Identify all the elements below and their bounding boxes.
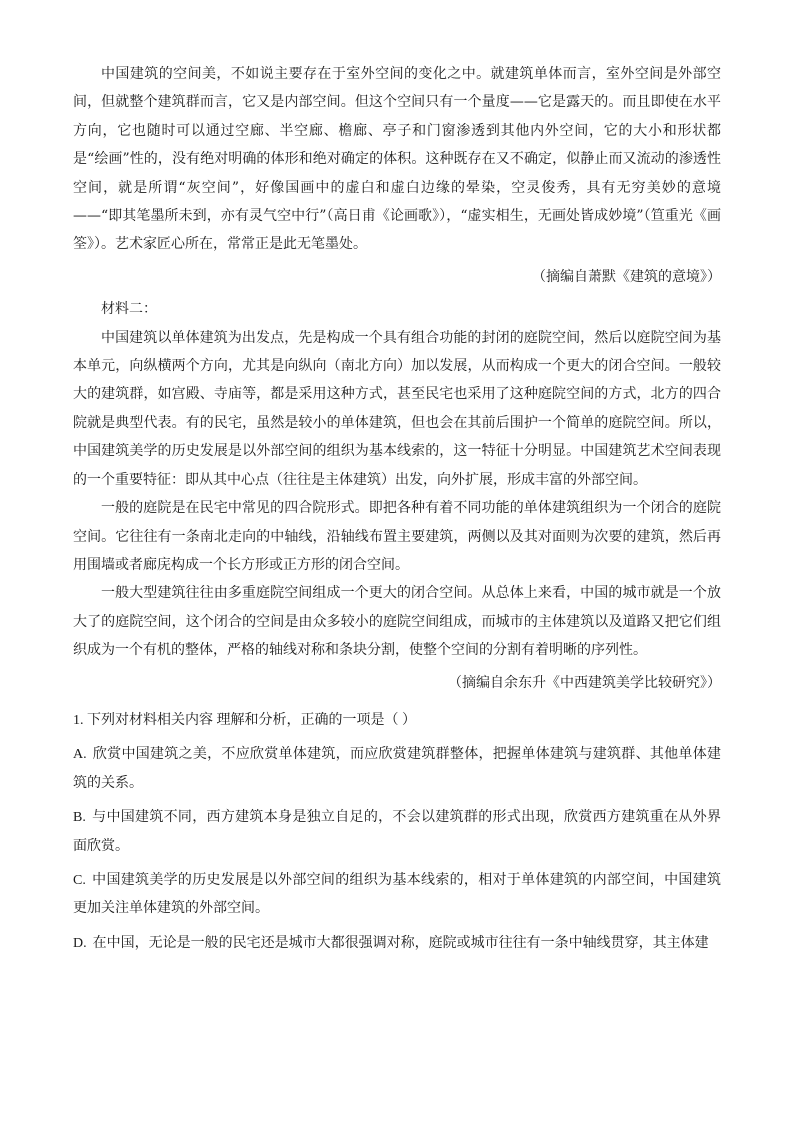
option-letter: D. (73, 935, 87, 951)
question-1-option-d (73, 930, 721, 958)
document-page (73, 60, 721, 958)
option-text: 中国建筑美学的历史发展是以外部空间的组织为基本线索的，相对于单体建筑的内部空间，中国建筑更加关注单体建筑的外部空间。 (73, 872, 721, 917)
material-one-excerpt (73, 60, 721, 291)
option-letter: C. (73, 872, 86, 888)
option-text: 与中国建筑不同，西方建筑本身是独立自足的，不会以建筑群的形式出现，欣赏西方建筑重在从外界面欣赏。 (73, 810, 721, 854)
question-1-option-a (73, 741, 721, 798)
material-two-paragraph-2: 一般的庭院是在民宅中常见的四合院形式。即把各种有着不同功能的单体建筑组织为一个闭合的庭院空间。它往往有一条南北走向的中轴线，沿轴线布置主要建筑，两侧以及其对面则为次要的建筑，然后再用围墙或者廊庑构成一个长方形或正方形的闭合空间。 (73, 500, 721, 573)
question-1-stem: 1. 下列对材料相关内容 理解和分析，正确的一项是（ ） (73, 712, 416, 728)
option-text: 在中国，无论是一般的民宅还是城市大都很强调对称，庭院或城市往往有一条中轴线贯穿，其主体建 (92, 935, 709, 951)
option-letter: B. (73, 810, 86, 826)
option-text: 欣赏中国建筑之美，不应欣赏单体建筑，而应欣赏建筑群整体，把握单体建筑与建筑群、其他单体建筑的关系。 (73, 747, 721, 791)
question-1-option-c (73, 867, 721, 924)
question-1 (73, 707, 721, 958)
material-two-paragraph-3: 一般大型建筑往往由多重庭院空间组成一个更大的闭合空间。从总体上来看，中国的城市就是一个放大了的庭院空间，这个闭合的空间是由众多较小的庭院空间组成，而城市的主体建筑以及道路又把它们组织成为一个有机的整体，严格的轴线对称和条块分割，使整个空间的分割有着明晰的序列性。 (73, 585, 721, 659)
option-letter: A. (73, 747, 87, 763)
material-two-source: （摘编自余东升《中西建筑美学比较研究》） (448, 674, 721, 691)
material-two-paragraph-1: 中国建筑以单体建筑为出发点，先是构成一个具有组合功能的封闭的庭院空间，然后以庭院空间为基本单元，向纵横两个方向，尤其是向纵向（南北方向）加以发展，从而构成一个更大的闭合空间。一般较大的建筑群，如宫殿、寺庙等，都是采用这种方式，甚至民宅也采用了这种庭院空间的方式，北方的四合院就是典型代表。有的民宅，虽然是较小的单体建筑，但也会在其前后围护一个简单的庭院空间。所以，中国建筑美学的历史发展是以外部空间的组织为基本线索的，这一特征十分明显。中国建筑艺术空间表现的一个重要特征：即从其中心点（往往是主体建筑）出发，向外扩展，形成丰富的外部空间。 (73, 329, 721, 488)
material-one-paragraph: 中国建筑的空间美，不如说主要存在于室外空间的变化之中。就建筑单体而言，室外空间是外部空间，但就整个建筑群而言，它又是内部空间。但这个空间只有一个量度——它是露天的。而且即使在水平方向，它也随时可以通过空廊、半空廊、檐廊、亭子和门窗渗透到其他内外空间，它的大小和形状都是“绘画”性的，没有绝对明确的体形和绝对确定的体积。这种既存在又不确定，似静止而又流动的渗透性空间，就是所谓“灰空间”，好像国画中的虚白和虚白边缘的晕染，空灵俊秀，具有无穷美妙的意境——“即其笔墨所未到，亦有灵气空中行”（高日甫《论画歌》），“虚实相生，无画处皆成妙境”（笪重光《画筌》）。艺术家匠心所在，常常正是此无笔墨处。 (73, 66, 721, 253)
material-two-heading: 材料二： (101, 301, 157, 318)
material-two (73, 295, 721, 697)
material-one-source: （摘编自萧默《建筑的意境》） (532, 268, 721, 285)
question-1-option-b (73, 804, 721, 861)
